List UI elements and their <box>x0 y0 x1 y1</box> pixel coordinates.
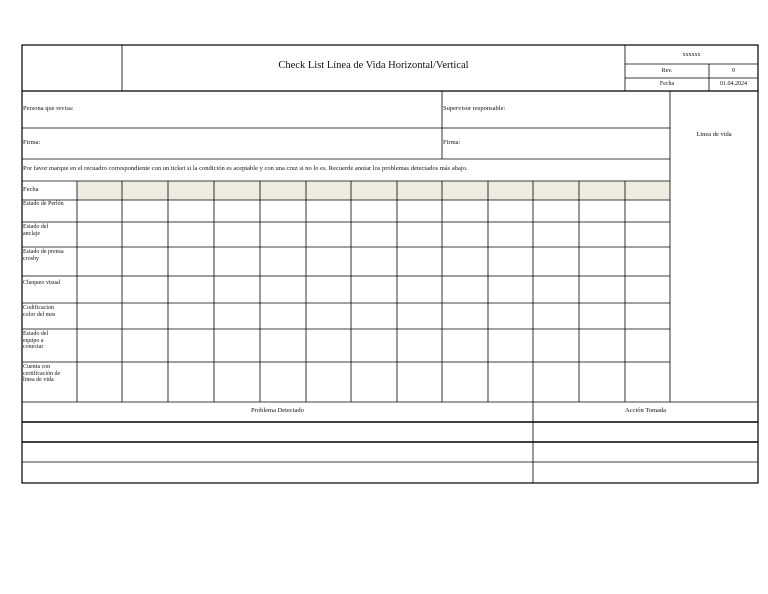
reviewer-label: Persona que revisa: <box>23 105 74 112</box>
row-label-anclaje: Estado del anclaje <box>23 224 49 237</box>
date-label: Fecha <box>659 81 675 87</box>
revision-label: Rev. <box>661 68 673 74</box>
form-title: Check List Línea de Vida Horizontal/Vertical <box>278 60 469 71</box>
row-label-certificacion: Cuenta con certificación de linea de vida <box>23 364 61 384</box>
signature-label-left: Firma: <box>23 139 41 146</box>
date-value: 01.04.2024 <box>720 81 747 87</box>
instructions-text: Por favor marque en el recuadro correspondiente con un ticket si la condición es aceptable y con una cruz si no lo es. Recuerde anotar los problemas detectados más abajo. <box>23 165 468 172</box>
row-label-codificacion: Codificacion color del mes <box>23 305 56 318</box>
side-label: Linea de vida <box>696 131 732 138</box>
row-label-prensa-crosby: Estado de prensa crosby <box>23 249 64 262</box>
revision-value: 0 <box>732 68 735 74</box>
row-label-chequeo-visual: Chequeo visual <box>23 280 61 286</box>
action-header: Acción Tomada <box>624 407 667 414</box>
supervisor-label: Supervisor responsable: <box>443 105 506 112</box>
document-code: xxxxxx <box>682 52 701 58</box>
date-row-header: Fecha <box>23 186 39 193</box>
row-label-perlon: Estado de Perlón <box>23 201 64 207</box>
grid-lines <box>22 45 758 483</box>
row-label-equipo: Estado del equipo a conectar <box>23 331 49 351</box>
date-row-fill <box>77 181 670 200</box>
problem-header: Problema Detectado <box>251 407 304 414</box>
signature-label-right: Firma: <box>443 139 461 146</box>
